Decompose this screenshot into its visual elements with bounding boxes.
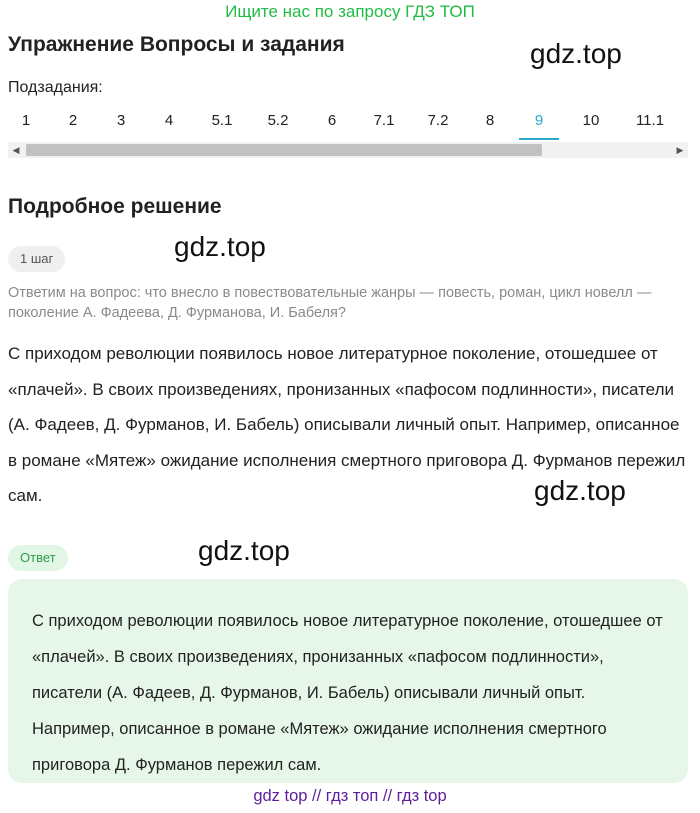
bottom-links[interactable]: gdz top // гдз топ // гдз top [253,787,447,805]
subtask-tabs [8,108,688,140]
scroll-thumb[interactable] [26,144,542,156]
tab-5-1[interactable]: 5.1 [211,112,233,129]
tab-1[interactable]: 1 [21,112,31,129]
scroll-right-icon[interactable]: ▶ [676,145,684,155]
answer-badge: Ответ [8,545,68,571]
tab-7-1[interactable]: 7.1 [373,112,395,129]
tab-9[interactable]: 9 [519,108,559,140]
tab-11-1[interactable]: 11.1 [635,112,665,129]
watermark: gdz.top [174,231,266,262]
step-badge: 1 шаг [8,246,65,272]
tab-10[interactable]: 10 [582,112,600,129]
scroll-left-icon[interactable]: ◀ [12,145,20,155]
watermark: gdz.top [534,475,626,506]
tab-6[interactable]: 6 [327,112,337,129]
answer-box [8,579,688,783]
tab-7-2[interactable]: 7.2 [427,112,449,129]
tabs-scrollbar[interactable] [8,142,688,158]
subtasks-label: Подзадания: [8,79,103,96]
exercise-title: Упражнение Вопросы и задания [8,33,345,56]
watermark: gdz.top [530,38,622,69]
tab-4[interactable]: 4 [164,112,174,129]
tab-2[interactable]: 2 [68,112,78,129]
tab-5-2[interactable]: 5.2 [267,112,289,129]
tab-8[interactable]: 8 [485,112,495,129]
top-banner: Ищите нас по запросу ГДЗ ТОП [225,2,475,21]
tab-3[interactable]: 3 [116,112,126,129]
answer-text: С приходом революции появилось новое литературное поколение, отошедшее от «плачей». В своих произведениях, пронизанных «пафосом подлинности», писатели (А. Фадеев, Д. Фурманов, И. Бабель) описывали личный опыт. Например, описанное в романе «Мятеж» ожидание исполнения смертного приговора Д. Фурманов пережил сам. [32,612,663,774]
watermark: gdz.top [198,535,290,566]
solution-text: С приходом революции появилось новое литературное поколение, отошедшее от «плачей». В своих произведениях, пронизанных «пафосом подлинности», писатели (А. Фадеев, Д. Фурманов, И. Бабель) описывали личный опыт. Например, описанное в романе «Мятеж» ожидание исполнения смертного приговора Д. Фурманов пережил сам. [8,344,686,505]
solution-title: Подробное решение [8,195,222,218]
question-text: Ответим на вопрос: что внесло в повествовательные жанры — повесть, роман, цикл новелл — поколение А. Фадеева, Д. Фурманова, И. Бабеля? [8,285,652,321]
